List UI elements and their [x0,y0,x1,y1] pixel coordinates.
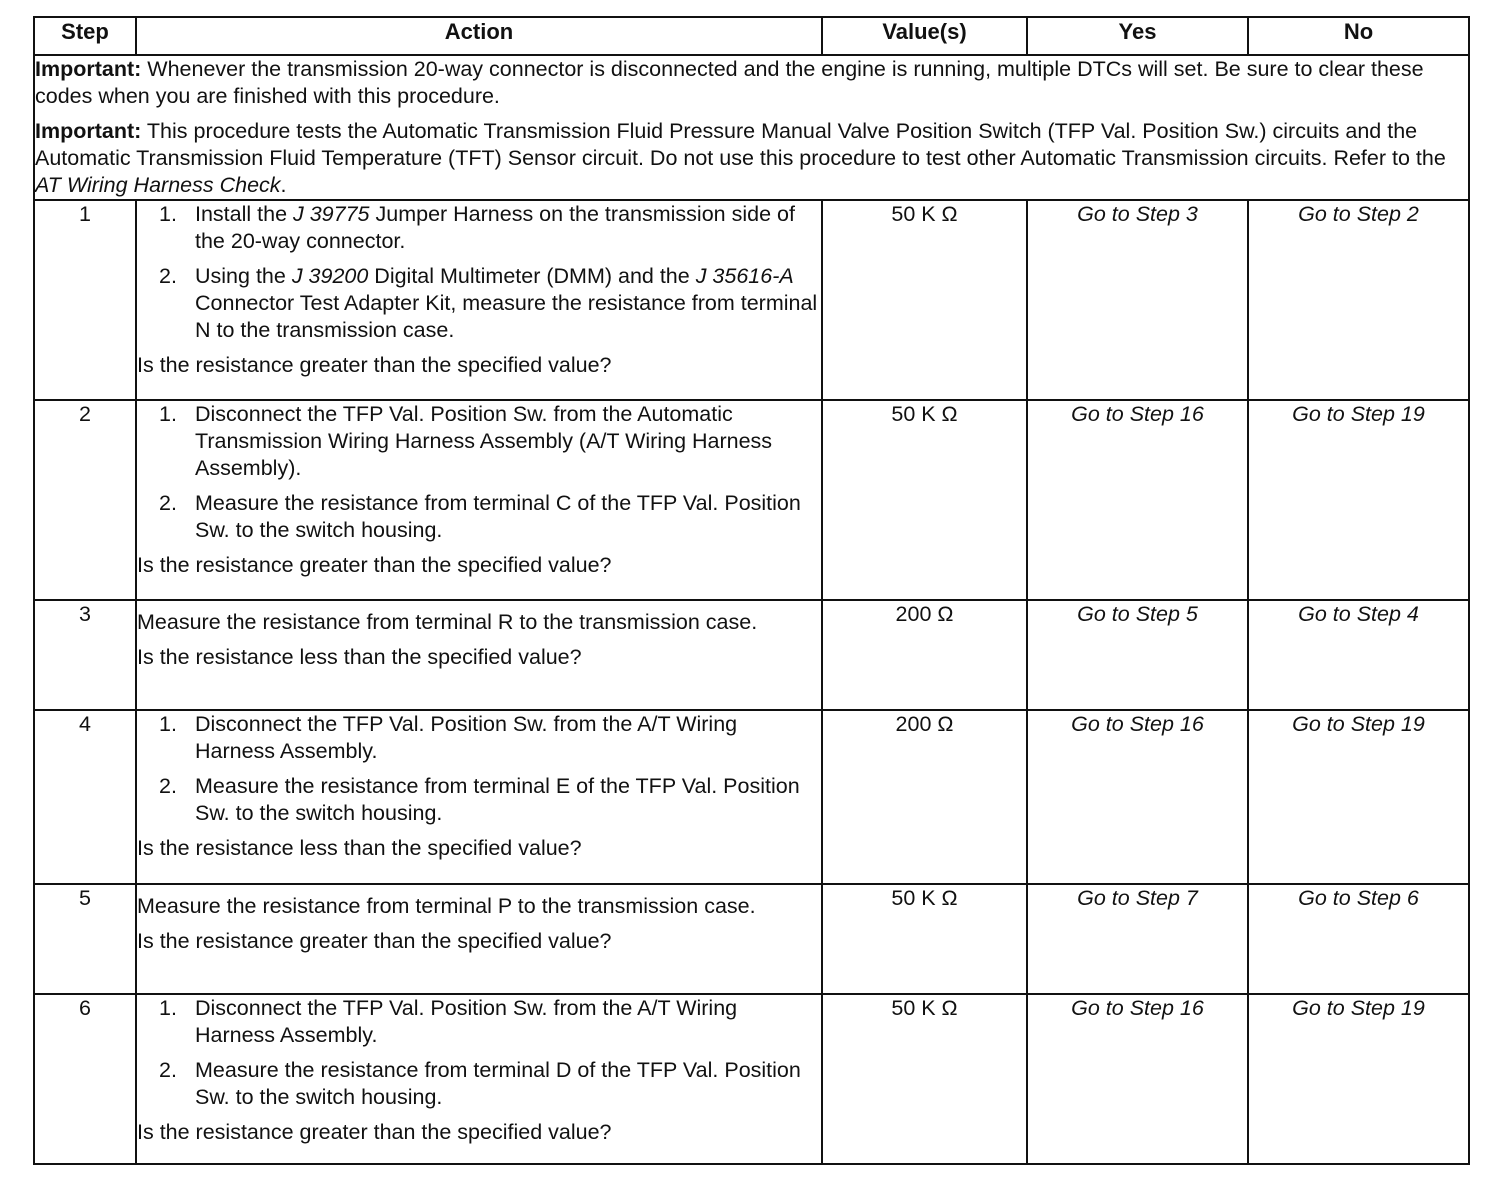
no-goto: Go to Step 19 [1248,710,1469,884]
header-step: Step [34,17,136,55]
substep-list [137,995,821,1111]
substep: 2. Using the J 39200 Digital Multimeter (DMM) and the J 35616-A Connector Test Adapter Kit, measure the resistance from terminal N to the transmission case. [159,264,818,342]
yes-goto: Go to Step 7 [1027,884,1248,994]
value-cell: 50 K Ω [822,200,1027,400]
yes-goto: Go to Step 16 [1027,400,1248,600]
important-row [34,55,1469,200]
action-cell [136,994,822,1164]
step-number: 5 [34,884,136,994]
tool-reference: J 35616-A [695,264,794,288]
header-row [34,17,1469,55]
step-question: Is the resistance greater than the specified value? [137,1120,612,1144]
substep: 1. Disconnect the TFP Val. Position Sw. from the Automatic Transmission Wiring Harness Assembly (A/T Wiring Harness Assembly). [159,402,773,480]
value-cell: 50 K Ω [822,400,1027,600]
step-instruction: Measure the resistance from terminal R to the transmission case. [137,610,758,634]
header-values: Value(s) [822,17,1027,55]
tool-reference: J 39775 [293,202,370,226]
yes-goto: Go to Step 5 [1027,600,1248,710]
action-cell [136,710,822,884]
important-label: Important: [35,57,142,81]
step-question: Is the resistance less than the specified value? [137,645,582,669]
action-cell [136,884,822,994]
action-cell [136,400,822,600]
yes-goto: Go to Step 16 [1027,710,1248,884]
tool-reference: J 39200 [291,264,369,288]
table-row-step-4 [34,710,1469,884]
step-instruction: Measure the resistance from terminal P to the transmission case. [137,894,756,918]
diagnostic-procedure-table [33,16,1470,1165]
value-cell: 200 Ω [822,710,1027,884]
step-number: 2 [34,400,136,600]
no-goto: Go to Step 4 [1248,600,1469,710]
header-no: No [1248,17,1469,55]
substep-list [137,201,821,344]
table-row-step-1 [34,200,1469,400]
no-goto: Go to Step 2 [1248,200,1469,400]
step-number: 6 [34,994,136,1164]
substep: 2. Measure the resistance from terminal D of the TFP Val. Position Sw. to the switch housing. [159,1058,801,1109]
important-notes [34,55,1469,200]
step-question: Is the resistance greater than the specified value? [137,553,612,577]
action-cell [136,200,822,400]
no-goto: Go to Step 6 [1248,884,1469,994]
substep: 1. Disconnect the TFP Val. Position Sw. from the A/T Wiring Harness Assembly. [159,996,738,1047]
value-cell: 200 Ω [822,600,1027,710]
header-action: Action [136,17,822,55]
important-note-2: Important: This procedure tests the Automatic Transmission Fluid Pressure Manual Valve Position Switch (TFP Val. Position Sw.) circuits and the Automatic Transmission Fluid Temperature (TFT) Sensor circuit. Do not use this procedure to test other Automatic Transmission circuits. Refer to the AT Wiring Harness Check. [35,119,1446,197]
important-text: Whenever the transmission 20-way connector is disconnected and the engine is running, multiple DTCs will set. Be sure to clear these codes when you are finished with this procedure. [35,57,1424,108]
step-question: Is the resistance less than the specified value? [137,836,582,860]
table-row-step-3 [34,600,1469,710]
step-number: 3 [34,600,136,710]
value-cell: 50 K Ω [822,994,1027,1164]
step-question: Is the resistance greater than the specified value? [137,929,612,953]
step-number: 4 [34,710,136,884]
important-text: This procedure tests the Automatic Transmission Fluid Pressure Manual Valve Position Switch (TFP Val. Position Sw.) circuits and the Automatic Transmission Fluid Temperature (TFT) Sensor circuit. Do not use this procedure to test other Automatic Transmission circuits. Refer to the [35,119,1446,170]
table-row-step-6 [34,994,1469,1164]
substep: 1. Install the J 39775 Jumper Harness on the transmission side of the 20-way connector. [159,202,795,253]
no-goto: Go to Step 19 [1248,400,1469,600]
value-cell: 50 K Ω [822,884,1027,994]
yes-goto: Go to Step 16 [1027,994,1248,1164]
wiring-harness-check-reference: AT Wiring Harness Check [35,173,281,197]
substep: 1. Disconnect the TFP Val. Position Sw. from the A/T Wiring Harness Assembly. [159,712,738,763]
substep-list [137,401,821,544]
step-question: Is the resistance greater than the specified value? [137,353,612,377]
table-row-step-5 [34,884,1469,994]
substep: 2. Measure the resistance from terminal E of the TFP Val. Position Sw. to the switch housing. [159,774,800,825]
no-goto: Go to Step 19 [1248,994,1469,1164]
step-number: 1 [34,200,136,400]
header-yes: Yes [1027,17,1248,55]
substep-list [137,711,821,827]
substep: 2. Measure the resistance from terminal C of the TFP Val. Position Sw. to the switch housing. [159,491,801,542]
action-cell [136,600,822,710]
table-row-step-2 [34,400,1469,600]
important-note-1 [35,56,1468,110]
important-label: Important: [35,119,142,143]
yes-goto: Go to Step 3 [1027,200,1248,400]
